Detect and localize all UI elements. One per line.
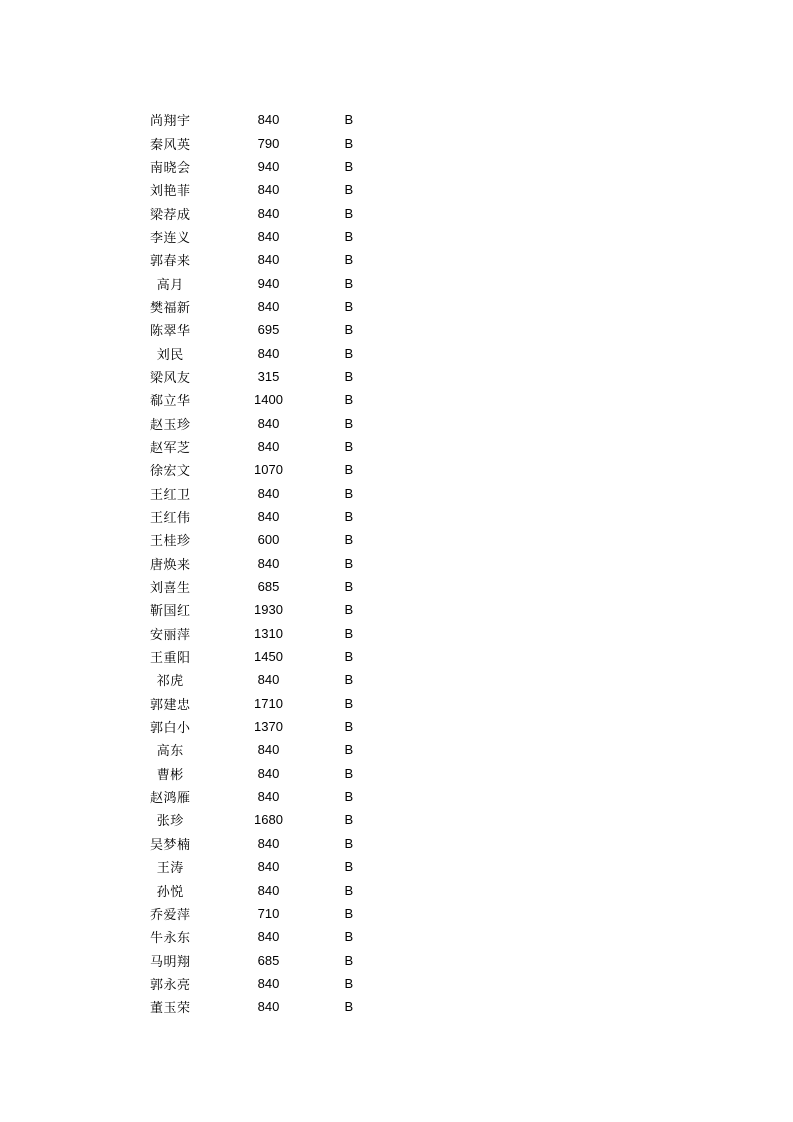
name-cell: 张珍 [156, 814, 184, 830]
grade-cell: B [344, 158, 354, 174]
table-row [130, 785, 410, 808]
amount-cell: 840 [257, 742, 280, 758]
grade-cell: B [344, 789, 354, 805]
table-row [130, 668, 410, 691]
table-row [130, 762, 410, 785]
name-cell: 郭建忠 [149, 697, 191, 713]
amount-cell: 940 [257, 275, 280, 291]
name-cell: 王红卫 [149, 487, 191, 503]
table-row [130, 225, 410, 248]
table-row [130, 925, 410, 948]
roster-table [130, 108, 410, 1018]
name-cell: 孙悦 [156, 884, 184, 900]
amount-cell: 600 [257, 532, 280, 548]
grade-cell: B [344, 835, 354, 851]
name-cell: 吴梦楠 [149, 837, 191, 853]
table-row [130, 715, 410, 738]
name-cell: 唐焕来 [149, 557, 191, 573]
table-row [130, 201, 410, 224]
amount-cell: 1450 [254, 649, 283, 665]
amount-cell: 1070 [254, 462, 283, 478]
amount-cell: 840 [257, 672, 280, 688]
grade-cell: B [344, 322, 354, 338]
grade-cell: B [344, 719, 354, 735]
amount-cell: 840 [257, 438, 280, 454]
grade-cell: B [344, 625, 354, 641]
grade-cell: B [344, 205, 354, 221]
name-cell: 徐宏文 [149, 464, 191, 480]
table-row [130, 341, 410, 364]
amount-cell: 840 [257, 205, 280, 221]
amount-cell: 685 [257, 952, 280, 968]
name-cell: 王涛 [156, 861, 184, 877]
grade-cell: B [344, 485, 354, 501]
grade-cell: B [344, 882, 354, 898]
table-row [130, 178, 410, 201]
amount-cell: 840 [257, 789, 280, 805]
name-cell: 刘民 [156, 347, 184, 363]
name-cell: 王重阳 [149, 651, 191, 667]
table-row [130, 738, 410, 761]
name-cell: 赵军芝 [149, 440, 191, 456]
grade-cell: B [344, 368, 354, 384]
grade-cell: B [344, 905, 354, 921]
table-row [130, 808, 410, 831]
amount-cell: 840 [257, 999, 280, 1015]
grade-cell: B [344, 112, 354, 128]
table-row [130, 902, 410, 925]
name-cell: 马明翔 [149, 954, 191, 970]
table-row [130, 855, 410, 878]
table-row [130, 318, 410, 341]
grade-cell: B [344, 672, 354, 688]
name-cell: 梁荐成 [149, 207, 191, 223]
grade-cell: B [344, 859, 354, 875]
name-cell: 高东 [156, 744, 184, 760]
table-row [130, 598, 410, 621]
amount-cell: 685 [257, 579, 280, 595]
table-row [130, 411, 410, 434]
table-row [130, 645, 410, 668]
grade-cell: B [344, 532, 354, 548]
table-row [130, 131, 410, 154]
grade-cell: B [344, 975, 354, 991]
grade-cell: B [344, 695, 354, 711]
amount-cell: 840 [257, 555, 280, 571]
grade-cell: B [344, 298, 354, 314]
grade-cell: B [344, 555, 354, 571]
amount-cell: 1370 [254, 719, 283, 735]
grade-cell: B [344, 252, 354, 268]
amount-cell: 840 [257, 182, 280, 198]
table-row [130, 458, 410, 481]
name-cell: 刘艳菲 [149, 184, 191, 200]
table-row [130, 271, 410, 294]
grade-cell: B [344, 649, 354, 665]
name-cell: 梁风友 [149, 370, 191, 386]
grade-cell: B [344, 579, 354, 595]
name-cell: 郭永亮 [149, 977, 191, 993]
table-row [130, 622, 410, 645]
name-cell: 尚翔宇 [149, 114, 191, 130]
grade-cell: B [344, 275, 354, 291]
amount-cell: 840 [257, 298, 280, 314]
table-row [130, 155, 410, 178]
table-row [130, 108, 410, 131]
table-row [130, 248, 410, 271]
name-cell: 祁虎 [156, 674, 184, 690]
amount-cell: 840 [257, 228, 280, 244]
table-row [130, 505, 410, 528]
amount-cell: 315 [257, 368, 280, 384]
grade-cell: B [344, 602, 354, 618]
amount-cell: 940 [257, 158, 280, 174]
grade-cell: B [344, 812, 354, 828]
table-row [130, 832, 410, 855]
amount-cell: 1710 [254, 695, 283, 711]
grade-cell: B [344, 438, 354, 454]
name-cell: 董玉荣 [149, 1001, 191, 1017]
table-row [130, 552, 410, 575]
name-cell: 曹彬 [156, 767, 184, 783]
amount-cell: 840 [257, 929, 280, 945]
table-row [130, 995, 410, 1018]
name-cell: 樊福新 [149, 300, 191, 316]
amount-cell: 840 [257, 112, 280, 128]
table-row [130, 528, 410, 551]
table-row [130, 878, 410, 901]
amount-cell: 790 [257, 135, 280, 151]
grade-cell: B [344, 345, 354, 361]
name-cell: 南晓会 [149, 160, 191, 176]
name-cell: 牛永东 [149, 931, 191, 947]
grade-cell: B [344, 135, 354, 151]
name-cell: 王红伟 [149, 511, 191, 527]
name-cell: 王桂珍 [149, 534, 191, 550]
name-cell: 陈翠华 [149, 324, 191, 340]
table-row [130, 482, 410, 505]
amount-cell: 840 [257, 975, 280, 991]
name-cell: 赵鸿雁 [149, 791, 191, 807]
amount-cell: 840 [257, 859, 280, 875]
table-row [130, 365, 410, 388]
table-row [130, 948, 410, 971]
grade-cell: B [344, 182, 354, 198]
grade-cell: B [344, 999, 354, 1015]
grade-cell: B [344, 742, 354, 758]
amount-cell: 840 [257, 765, 280, 781]
name-cell: 郭春来 [149, 254, 191, 270]
table-row [130, 295, 410, 318]
table-row [130, 435, 410, 458]
table-row [130, 575, 410, 598]
name-cell: 乔爱萍 [149, 907, 191, 923]
name-cell: 高月 [156, 277, 184, 293]
name-cell: 秦风英 [149, 137, 191, 153]
grade-cell: B [344, 462, 354, 478]
table-row [130, 388, 410, 411]
amount-cell: 840 [257, 835, 280, 851]
name-cell: 郭白小 [149, 721, 191, 737]
amount-cell: 695 [257, 322, 280, 338]
name-cell: 安丽萍 [149, 627, 191, 643]
amount-cell: 840 [257, 252, 280, 268]
table-row [130, 692, 410, 715]
grade-cell: B [344, 952, 354, 968]
table-row [130, 972, 410, 995]
amount-cell: 840 [257, 485, 280, 501]
name-cell: 刘喜生 [149, 581, 191, 597]
amount-cell: 1930 [254, 602, 283, 618]
grade-cell: B [344, 929, 354, 945]
name-cell: 靳国红 [149, 604, 191, 620]
name-cell: 郗立华 [149, 394, 191, 410]
amount-cell: 1680 [254, 812, 283, 828]
amount-cell: 840 [257, 415, 280, 431]
amount-cell: 840 [257, 882, 280, 898]
amount-cell: 840 [257, 345, 280, 361]
name-cell: 李连义 [149, 230, 191, 246]
amount-cell: 1310 [254, 625, 283, 641]
amount-cell: 710 [257, 905, 280, 921]
amount-cell: 1400 [254, 392, 283, 408]
grade-cell: B [344, 392, 354, 408]
grade-cell: B [344, 415, 354, 431]
grade-cell: B [344, 765, 354, 781]
name-cell: 赵玉珍 [149, 417, 191, 433]
amount-cell: 840 [257, 509, 280, 525]
grade-cell: B [344, 228, 354, 244]
grade-cell: B [344, 509, 354, 525]
